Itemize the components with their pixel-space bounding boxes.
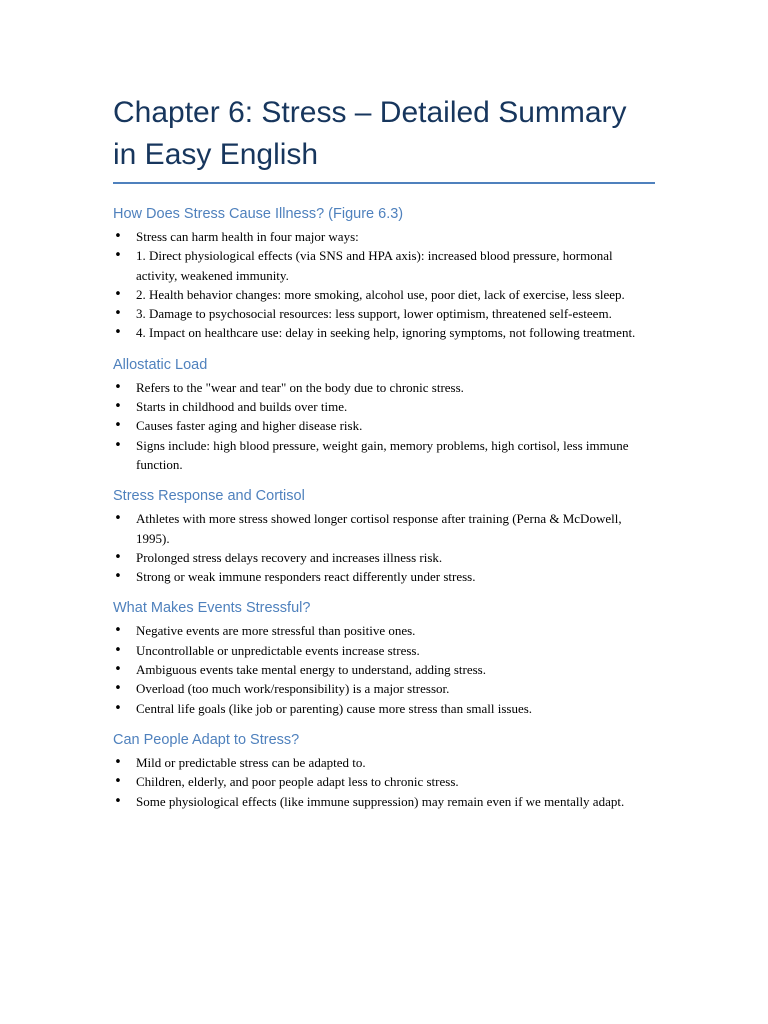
bullet-item bbox=[113, 285, 655, 304]
bullet-icon: • bbox=[114, 774, 122, 790]
bullet-text: 2. Health behavior changes: more smoking, alcohol use, poor diet, lack of exercise, less sleep. bbox=[136, 286, 625, 302]
bullet-text: Refers to the "wear and tear" on the body due to chronic stress. bbox=[136, 379, 464, 395]
bullet-icon: • bbox=[114, 569, 122, 585]
section-heading: How Does Stress Cause Illness? (Figure 6.3) bbox=[113, 206, 404, 222]
bullet-list bbox=[113, 753, 655, 811]
bullet-text: Starts in childhood and builds over time. bbox=[136, 399, 348, 415]
bullet-item bbox=[113, 660, 655, 679]
bullet-icon: • bbox=[114, 793, 122, 809]
document-body bbox=[113, 204, 655, 811]
bullet-text: 4. Impact on healthcare use: delay in seeking help, ignoring symptoms, not following treatment. bbox=[136, 325, 636, 341]
bullet-icon: • bbox=[114, 623, 122, 639]
bullet-item bbox=[113, 792, 655, 811]
bullet-icon: • bbox=[114, 379, 122, 395]
bullet-icon: • bbox=[114, 754, 122, 770]
bullet-icon: • bbox=[114, 306, 122, 322]
section-heading: Stress Response and Cortisol bbox=[113, 488, 305, 505]
bullet-text: Central life goals (like job or parenting) cause more stress than small issues. bbox=[136, 700, 533, 716]
bullet-list bbox=[113, 378, 655, 474]
bullet-item bbox=[113, 416, 655, 435]
bullet-item bbox=[113, 397, 655, 416]
bullet-text: 3. Damage to psychosocial resources: less support, lower optimism, threatened self-esteem. bbox=[136, 306, 612, 322]
bullet-item bbox=[113, 753, 655, 772]
bullet-text: Some physiological effects (like immune suppression) may remain even if we mentally adapt. bbox=[136, 793, 625, 809]
bullet-text: Athletes with more stress showed longer cortisol response after training (Perna & McDowell, 1995). bbox=[136, 511, 622, 546]
section-heading: What Makes Events Stressful? bbox=[113, 600, 311, 617]
bullet-icon: • bbox=[114, 229, 122, 244]
bullet-item bbox=[113, 378, 655, 397]
bullet-text: Children, elderly, and poor people adapt less to chronic stress. bbox=[136, 774, 459, 790]
bullet-text: Overload (too much work/responsibility) is a major stressor. bbox=[136, 681, 450, 697]
bullet-text: Causes faster aging and higher disease risk. bbox=[136, 418, 363, 434]
bullet-icon: • bbox=[114, 642, 122, 658]
bullet-list bbox=[113, 621, 655, 717]
bullet-icon: • bbox=[114, 681, 122, 697]
bullet-icon: • bbox=[114, 437, 122, 453]
bullet-text: Stress can harm health in four major ways: bbox=[136, 229, 359, 244]
bullet-item bbox=[113, 567, 655, 586]
bullet-item bbox=[113, 621, 655, 640]
document-title: Chapter 6: Stress – Detailed Summary in Easy English bbox=[113, 92, 655, 184]
bullet-text: Mild or predictable stress can be adapted to. bbox=[136, 754, 366, 770]
bullet-item bbox=[113, 699, 655, 718]
bullet-text: Negative events are more stressful than positive ones. bbox=[136, 623, 416, 639]
bullet-icon: • bbox=[114, 418, 122, 434]
bullet-icon: • bbox=[114, 399, 122, 415]
bullet-text: 1. Direct physiological effects (via SNS and HPA axis): increased blood pressure, hormonal activity, weakened immunity. bbox=[136, 248, 613, 283]
bullet-text: Ambiguous events take mental energy to understand, adding stress. bbox=[136, 662, 486, 678]
bullet-icon: • bbox=[114, 511, 122, 527]
bullet-text: Prolonged stress delays recovery and increases illness risk. bbox=[136, 549, 443, 565]
bullet-icon: • bbox=[114, 325, 122, 341]
bullet-item bbox=[113, 227, 655, 246]
bullet-item bbox=[113, 509, 655, 548]
section-heading: Can People Adapt to Stress? bbox=[113, 731, 300, 748]
document-page bbox=[113, 92, 655, 811]
bullet-item bbox=[113, 246, 655, 285]
bullet-icon: • bbox=[114, 549, 122, 565]
bullet-icon: • bbox=[114, 662, 122, 678]
bullet-item bbox=[113, 436, 655, 475]
bullet-icon: • bbox=[114, 248, 122, 264]
bullet-text: Strong or weak immune responders react differently under stress. bbox=[136, 569, 476, 585]
bullet-item bbox=[113, 772, 655, 791]
bullet-item bbox=[113, 323, 655, 342]
bullet-list bbox=[113, 509, 655, 586]
bullet-list bbox=[113, 227, 655, 343]
bullet-text: Signs include: high blood pressure, weight gain, memory problems, high cortisol, less immune function. bbox=[136, 437, 629, 472]
bullet-item bbox=[113, 641, 655, 660]
bullet-item bbox=[113, 304, 655, 323]
bullet-item bbox=[113, 548, 655, 567]
section-heading: Allostatic Load bbox=[113, 356, 208, 373]
bullet-text: Uncontrollable or unpredictable events increase stress. bbox=[136, 642, 420, 658]
bullet-icon: • bbox=[114, 286, 122, 302]
bullet-icon: • bbox=[114, 700, 122, 716]
bullet-item bbox=[113, 679, 655, 698]
